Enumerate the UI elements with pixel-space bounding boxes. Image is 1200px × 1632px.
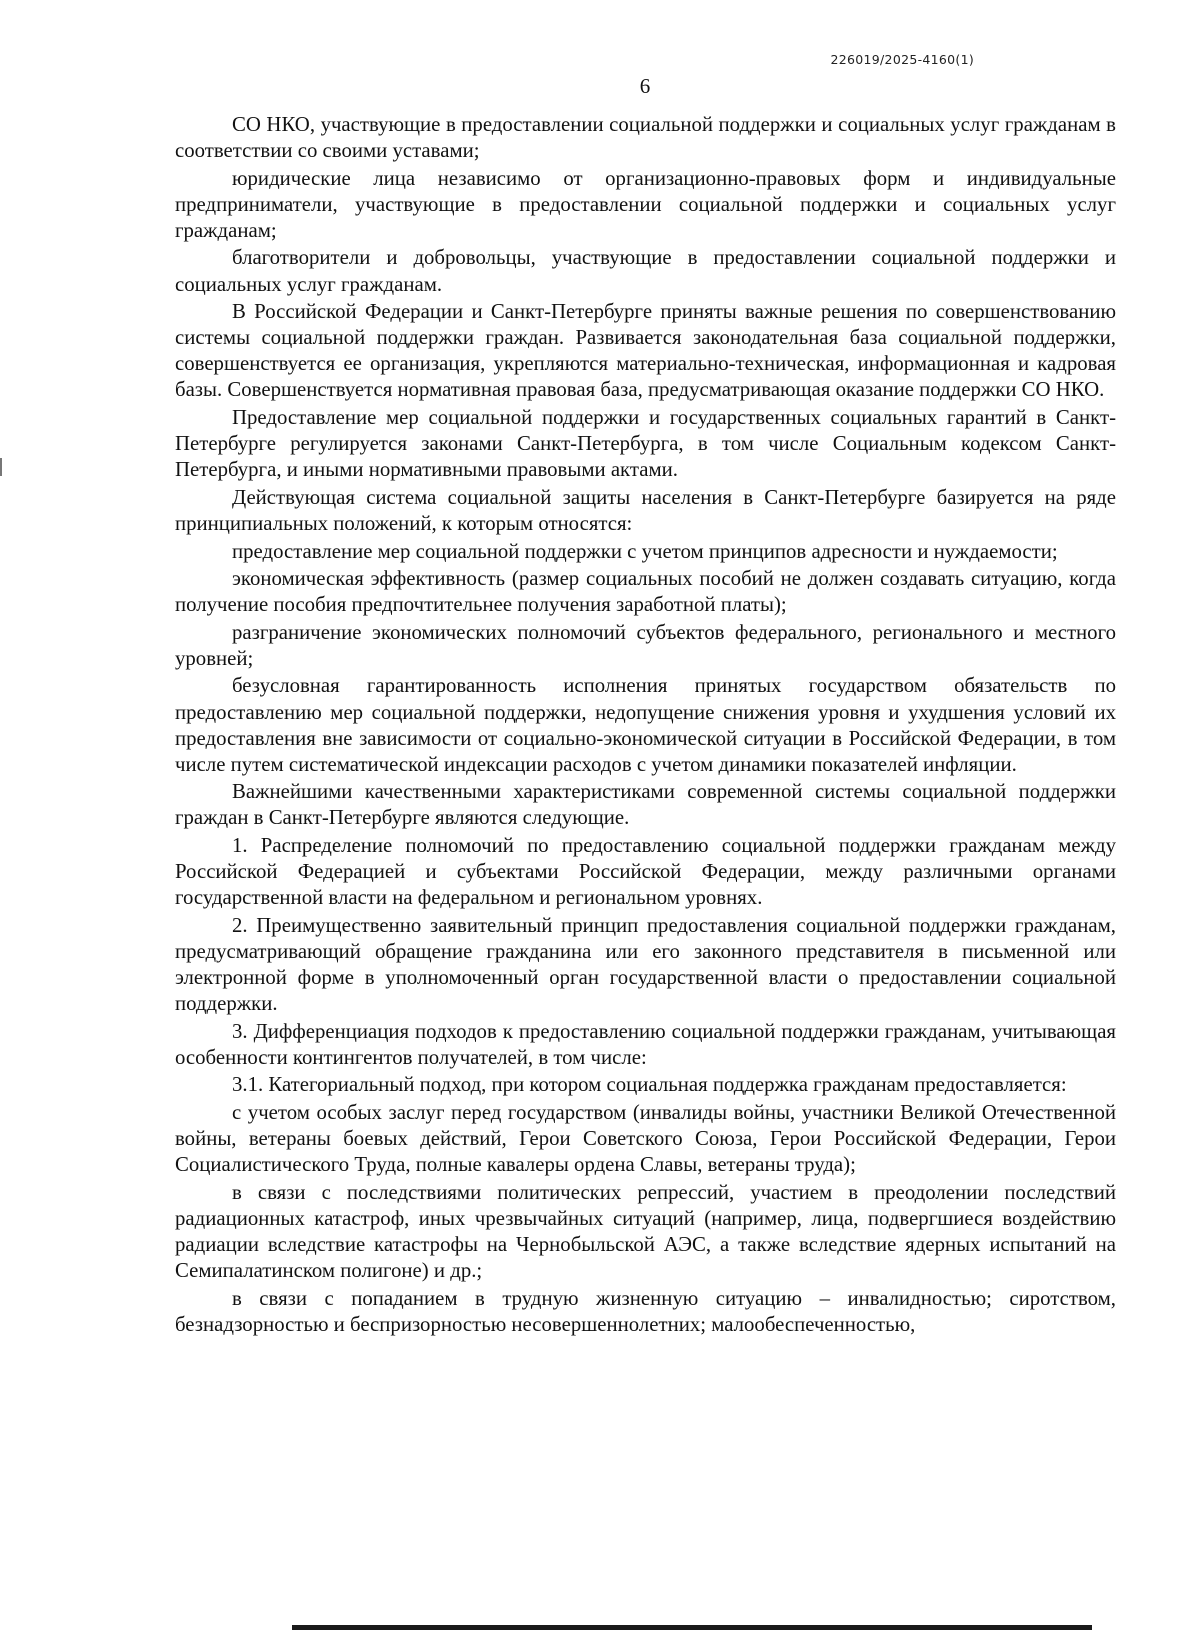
paragraph: СО НКО, участвующие в предоставлении социальной поддержки и социальных услуг гражданам в соответствии со своими уставами; [175,113,1116,163]
document-body [175,112,1116,1338]
page-number: 6 [639,74,651,98]
paragraph: 3. Дифференциация подходов к предоставлению социальной поддержки гражданам, учитывающая особенности контингентов получателей, в том числе: [175,1019,1116,1069]
paragraph: юридические лица независимо от организационно-правовых форм и индивидуальные предприниматели, участвующие в предоставлении социальной поддержки и социальных услуг гражданам; [175,166,1116,242]
paragraph: экономическая эффективность (размер социальных пособий не должен создавать ситуацию, когда получение пособия предпочтительнее получения заработной платы); [175,567,1116,617]
paragraph: безусловная гарантированность исполнения принятых государством обязательств по предоставлению мер социальной поддержки, недопущение снижения уровня и ухудшения условий их предоставления вне зависимости от социально-экономической ситуации в Российской Федерации, в том числе путем систематической индексации расходов с учетом динамики показателей инфляции. [175,674,1116,776]
paragraph: благотворители и добровольцы, участвующие в предоставлении социальной поддержки и социальных услуг гражданам. [175,246,1116,296]
paragraph: в связи с последствиями политических репрессий, участием в преодолении последствий радиационных катастроф, иных чрезвычайных ситуаций (например, лица, подвергшиеся воздействию радиации вследствие катастрофы на Чернобыльской АЭС, а также вследствие ядерных испытаний на Семипалатинском полигоне) и др.; [175,1180,1116,1283]
document-registration-number: 226019/2025-4160(1) [830,52,974,67]
paragraph: 3.1. Категориальный подход, при котором социальная поддержка гражданам предоставляется: [232,1073,1067,1097]
paragraph: Важнейшими качественными характеристиками современной системы социальной поддержки граждан в Санкт-Петербурге являются следующие. [175,780,1116,830]
paragraph: предоставление мер социальной поддержки с учетом принципов адресности и нуждаемости; [232,539,1058,563]
paragraph: 2. Преимущественно заявительный принцип предоставления социальной поддержки гражданам, предусматривающий обращение гражданина или его законного представителя в письменной или электронной форме в уполномоченный орган государственной власти о предоставлении социальной поддержки. [175,913,1116,1016]
paragraph: разграничение экономических полномочий субъектов федерального, регионального и местного уровней; [175,620,1116,670]
paragraph: с учетом особых заслуг перед государством (инвалиды войны, участники Великой Отечественной войны, ветераны боевых действий, Герои Советского Союза, Герои Российской Федерации, Герои Социалистического Труда, полные кавалеры ордена Славы, ветераны труда); [175,1100,1116,1177]
paragraph: 1. Распределение полномочий по предоставлению социальной поддержки гражданам между Российской Федерацией и субъектами Российской Федерации, между различными органами государственной власти на федеральном и региональном уровнях. [175,834,1116,910]
scan-bottom-border [292,1625,1092,1630]
paragraph: В Российской Федерации и Санкт-Петербурге приняты важные решения по совершенствованию системы социальной поддержки граждан. Развивается законодательная база социальной поддержки, совершенствуется ее организация, укрепляются материально-техническая, информационная и кадровая базы. Совершенствуется нормативная правовая база, предусматривающая оказание поддержки СО НКО. [175,300,1116,402]
paragraph: Предоставление мер социальной поддержки и государственных социальных гарантий в Санкт-Петербурге регулируется законами Санкт-Петербурга, в том числе Социальным кодексом Санкт-Петербурга, и иными нормативными правовыми актами. [175,406,1116,482]
scan-edge-mark [0,458,2,476]
paragraph: Действующая система социальной защиты населения в Санкт-Петербурге базируется на ряде принципиальных положений, к которым относятся: [175,485,1116,535]
paragraph: в связи с попаданием в трудную жизненную ситуацию – инвалидностью; сиротством, безнадзорностью и беспризорностью несовершеннолетних; малообеспеченностью, [175,1286,1116,1336]
